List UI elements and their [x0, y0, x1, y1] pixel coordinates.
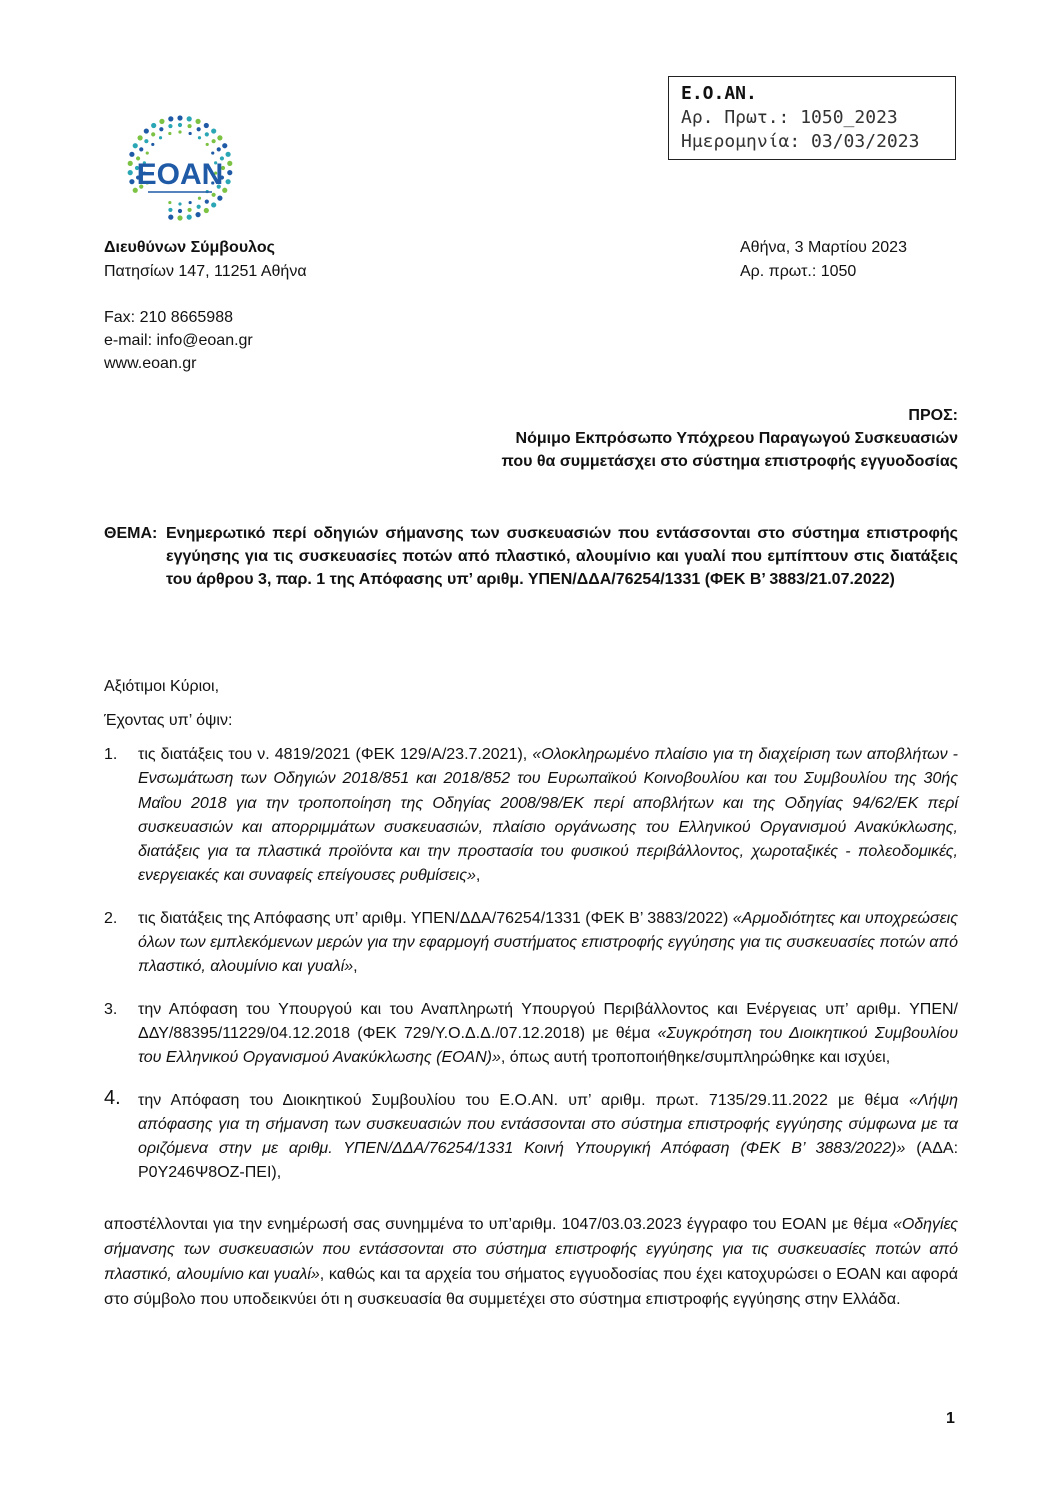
logo-dot [178, 209, 182, 213]
logo-dot [168, 116, 173, 121]
item-text: τις διατάξεις της Απόφασης υπ’ αριθμ. ΥΠΕΝ/ΔΔΑ/76254/1331 (ΦΕΚ Β’ 3883/2022) [138, 909, 733, 927]
item-text: τις διατάξεις του ν. 4819/2021 (ΦΕΚ 129/Α/23.7.2021), [138, 746, 533, 763]
protocol-stamp [668, 76, 956, 160]
logo-dot [178, 123, 182, 127]
logo-dot [225, 179, 230, 184]
item-italic-text: «Συγκρότηση του Διοικητικού Συμβουλίου του Ελληνικού Οργανισμού Ανακύκλωσης (ΕΟΑΝ)» [138, 1024, 958, 1067]
logo-dot [128, 161, 133, 166]
recipient-block [502, 404, 958, 473]
place-date: Αθήνα, 3 Μαρτίου 2023 [740, 239, 907, 256]
closing-text: αποστέλλονται για την ενημέρωσή σας συνημμένα το υπ’αριθμ. 1047/03.03.2023 έγγραφο του ΕΟΑΝ με θέμα [104, 1216, 893, 1233]
item-text: την Απόφαση του Διοικητικού Συμβουλίου του Ε.Ο.ΑΝ. υπ’ αριθμ. πρωτ. 7135/29.11.2022 με θέμα [138, 1091, 910, 1109]
item-italic-text: «Ολοκληρωμένο πλαίσιο για τη διαχείριση των αποβλήτων - Ενσωμάτωση των Οδηγιών 2018/851 και 2018/852 του Ευρωπαϊκού Κοινοβουλίου και του Συμβουλίου της 30ής Μαΐου 2018 για την τροποποίηση της Οδηγίας 2008/98/ΕΚ περί αποβλήτων και της Οδηγίας 94/62/ΕΚ περί συσκευασιών και απορριμμάτων συσκευασιών, πλαίσιο οργάνωσης του Ελληνικού Οργανισμού Ανακύκλωσης, διατάξεις για τα πλαστικά προϊόντα και την προστασία του φυσικού περιβάλλοντος, χωροταξικές - πολεοδομικές, ενεργειακές και συναφείς επείγουσες ρυθμίσεις» [138, 746, 958, 885]
logo-dot [217, 135, 222, 140]
logo-dot [189, 132, 192, 135]
logo-dot [189, 201, 192, 204]
closing-paragraph [104, 1212, 958, 1312]
logo-dot [212, 139, 216, 143]
logo-dot [168, 124, 172, 128]
logo-dot [195, 119, 200, 124]
sender-block [104, 236, 307, 284]
recipient-line-1: Νόμιμο Εκπρόσωπο Υπόχρεου Παραγωγού Συσκευασιών [515, 430, 958, 447]
logo-dot [211, 128, 216, 133]
logo-dot [205, 132, 209, 136]
logo-dot [212, 193, 216, 197]
logo-dot [151, 143, 154, 146]
subject-block [104, 522, 958, 591]
logo-dot [144, 128, 149, 133]
subject-label: ΘΕΜΑ: [104, 525, 158, 542]
recipient-label: ΠΡΟΣ: [908, 407, 958, 424]
logo-text: EOAN [136, 158, 224, 191]
list-number: 3. [104, 1000, 118, 1018]
list-item [104, 907, 958, 980]
logo-dot [177, 115, 182, 120]
logo-dot [198, 136, 201, 139]
eoan-logo-icon [118, 110, 242, 234]
email-address[interactable]: e-mail: info@eoan.gr [104, 332, 253, 349]
item-text-end: , [475, 867, 481, 885]
logo-dot [168, 201, 171, 204]
logo-dot [205, 200, 209, 204]
sender-title: Διευθύνων Σύμβουλος [104, 239, 275, 256]
logo-dot [211, 202, 216, 207]
logo-dot [187, 124, 191, 128]
stamp-protocol: Αρ. Πρωτ.: 1050_2023 [681, 107, 898, 128]
logo-dot [168, 208, 172, 212]
logo-dot [197, 205, 201, 209]
recipient-line-2: που θα συμμετάσχει στο σύστημα επιστροφής εγγυοδοσίας [501, 453, 958, 470]
logo-dot [187, 116, 192, 121]
item-text: την Απόφαση του Υπουργού και του Αναπληρωτή Υπουργού Περιβάλλοντος και Ενέργειας υπ’ αριθμ. ΥΠΕΝ/ΔΔΥ/88395/11229/04.12.2018 (ΦΕΚ 729/Υ.Ο.Δ.Δ./07.12.2018) με θέμα [138, 1000, 958, 1042]
logo-dot [168, 215, 173, 220]
closing-text-end: , καθώς και τα αρχεία του σήματος εγγυοδοσίας που έχει κατοχυρώσει ο ΕΟΑΝ και αφορά στο σύμβολο που υποδεικνύει ότι η συσκευασία θα συμμετέχει στο σύστημα επιστροφής εγγύησης στην Ελλάδα. [104, 1266, 959, 1308]
list-number: 4. [104, 1086, 121, 1109]
item-text-end: , [353, 958, 358, 976]
logo-dot [222, 143, 227, 148]
logo-dot [178, 202, 181, 205]
stamp-date: Ημερομηνία: 03/03/2023 [681, 131, 920, 152]
logo-dot [168, 132, 171, 135]
greeting: Αξιότιμοι Κύριοι, [104, 678, 220, 695]
logo-dot [217, 147, 221, 151]
logo-dot [211, 151, 214, 154]
logo-dot [225, 152, 230, 157]
logo-dot [198, 197, 201, 200]
protocol-number: Αρ. πρωτ.: 1050 [740, 263, 857, 280]
closing-italic-text: «Οδηγίες σήμανσης των συσκευασιών που εντάσσονται στο σύστημα επιστροφής εγγύησης για τις συσκευασίες ποτών από πλαστικό, αλουμίνιο και γυαλί» [104, 1216, 958, 1283]
logo-dot [217, 196, 222, 201]
date-protocol-block [740, 236, 907, 284]
list-item [104, 998, 958, 1071]
item-text-end: , όπως αυτή τροποποιήθηκε/συμπληρώθηκε και ισχύει, [500, 1049, 891, 1067]
list-item [104, 1086, 959, 1186]
list-number: 2. [104, 909, 118, 927]
logo-dot [139, 147, 143, 151]
logo-dot [227, 170, 232, 175]
logo-dot [195, 212, 200, 217]
logo-dot [129, 152, 134, 157]
item-italic-text: «Λήψη απόφασης για τη σήμανση των συσκευασιών που εντάσσονται στο σύστημα επιστροφής εγγύησης σύμφωνα με τα οριζόμενα στην με αριθμ. ΥΠΕΝ/ΔΔΑ/76254/1331 Κοινή Υπουργική Απόφαση (ΦΕΚ Β’ 3883/2022)» [138, 1091, 958, 1158]
logo-dot [178, 130, 181, 133]
website-link[interactable]: www.eoan.gr [104, 355, 197, 372]
contact-block [104, 306, 253, 375]
eoan-logo-graphic [118, 110, 242, 234]
logo-dot [177, 215, 182, 220]
sender-address: Πατησίων 147, 11251 Αθήνα [104, 263, 307, 280]
logo-dot [197, 127, 201, 131]
logo-dot [151, 132, 155, 136]
list-number: 1. [104, 746, 118, 763]
logo-dot [206, 143, 209, 146]
logo-dot [159, 127, 163, 131]
logo-dot [204, 208, 209, 213]
fax-number: Fax: 210 8665988 [104, 309, 233, 326]
logo-dot [151, 123, 156, 128]
item-italic-text: «Αρμοδιότητες και υποχρεώσεις όλων των εμπλεκόμενων μερών για την εφαρμογή συστήματος επιστροφής εγγύησης για τις συσκευασίες ποτών από πλαστικό, αλουμίνιο και γυαλί» [138, 909, 958, 976]
subject-text: Ενημερωτικό περί οδηγιών σήμανσης των συσκευασιών που εντάσσονται στο σύστημα επιστροφής εγγύησης για τις συσκευασίες ποτών από πλαστικό, αλουμίνιο και γυαλί που εμπίπτουν στις διατάξεις του άρθρου 3, παρ. 1 της Απόφασης υπ’ αριθμ. ΥΠΕΝ/ΔΔΑ/76254/1331 (ΦΕΚ Β’ 3883/21.07.2022) [166, 525, 958, 588]
considerations-list [104, 743, 958, 1204]
logo-dot [133, 143, 138, 148]
item-text-end: (ΑΔΑ: Ρ0Υ246Ψ8ΟΖ-ΠΕΙ), [138, 1140, 959, 1182]
logo-dot [144, 139, 148, 143]
logo-dot [129, 179, 134, 184]
stamp-org: Ε.Ο.ΑΝ. [681, 83, 757, 104]
logo-dot [187, 208, 191, 212]
logo-dot [159, 136, 162, 139]
logo-dot [146, 151, 149, 154]
logo-dot [187, 215, 192, 220]
logo-dot [204, 123, 209, 128]
logo-dot [159, 119, 164, 124]
logo-dot [137, 135, 142, 140]
page-number: 1 [946, 1410, 955, 1427]
logo-dot [227, 161, 232, 166]
considering-intro: Έχοντας υπ’ όψιν: [104, 712, 233, 729]
list-item [104, 743, 958, 889]
logo-dot [128, 170, 133, 175]
